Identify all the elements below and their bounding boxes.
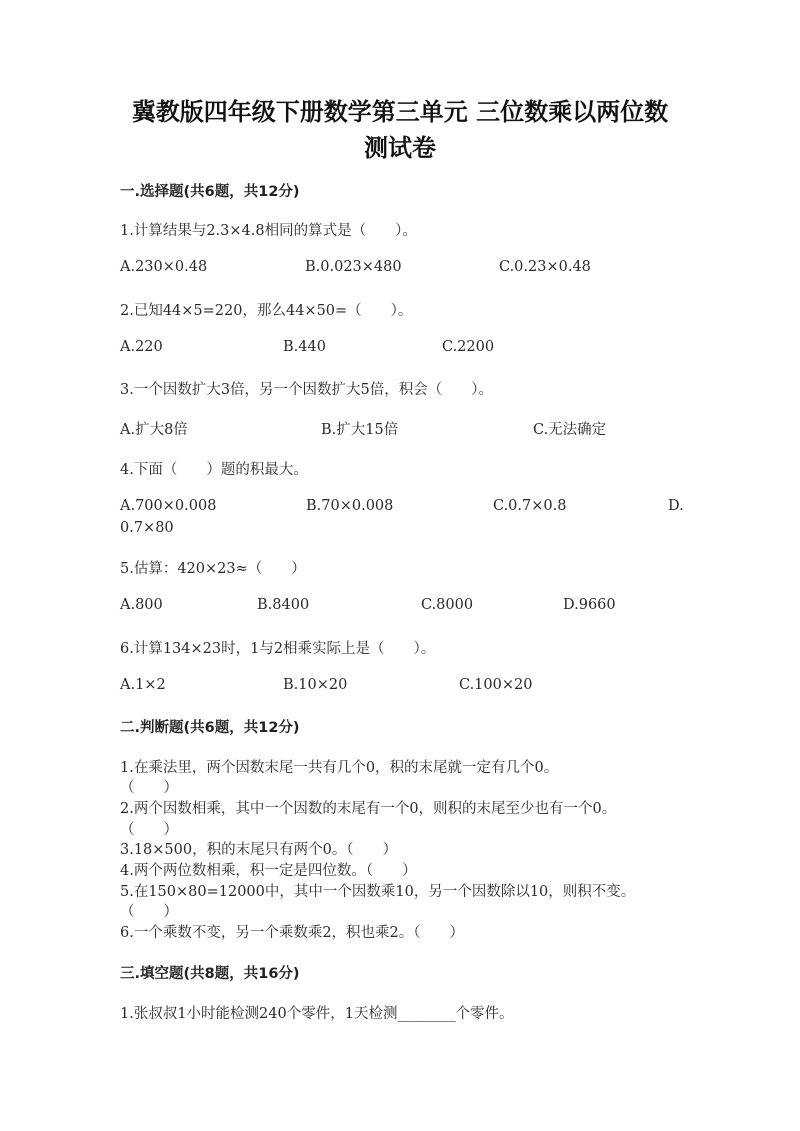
question-4: 4.下面（ ）题的积最大。 (120, 462, 308, 478)
judge-line-5-blank: （ ） (120, 904, 178, 920)
judge-line-1: 1.在乘法里，两个因数末尾一共有几个0，积的末尾就一定有几个0。 (120, 760, 559, 776)
judge-line-2-blank: （ ） (120, 822, 178, 838)
q3-option-c: C.无法确定 (533, 422, 607, 438)
q3-option-a: A.扩大8倍 (120, 422, 188, 438)
q2-option-a: A.220 (120, 339, 163, 355)
fill-line-1: 1.张叔叔1小时能检测240个零件，1天检测________个零件。 (120, 1006, 514, 1022)
judge-line-6: 6.一个乘数不变，另一个乘数乘2，积也乘2。（ ） (120, 925, 465, 941)
q4-option-b: B.70×0.008 (306, 498, 394, 514)
exam-title-line1: 冀教版四年级下册数学第三单元 三位数乘以两位数 (131, 98, 669, 126)
question-5: 5.估算：420×23≈（ ） (120, 561, 306, 577)
q5-option-c: C.8000 (421, 597, 474, 613)
judge-line-4: 4.两个两位数相乘，积一定是四位数。（ ） (120, 863, 417, 879)
q5-option-b: B.8400 (257, 597, 310, 613)
section-heading-fill: 三.填空题(共8题，共16分) (120, 966, 300, 982)
q5-option-d: D.9660 (563, 597, 616, 613)
q1-option-b: B.0.023×480 (305, 259, 402, 275)
q6-option-a: A.1×2 (120, 677, 166, 693)
exam-title-line2: 测试卷 (364, 134, 436, 162)
question-2: 2.已知44×5=220，那么44×50=（ ）。 (120, 303, 413, 319)
question-3: 3.一个因数扩大3倍，另一个因数扩大5倍，积会（ ）。 (120, 382, 494, 398)
judge-line-2: 2.两个因数相乘，其中一个因数的末尾有一个0，则积的末尾至少也有一个0。 (120, 801, 617, 817)
question-1: 1.计算结果与2.3×4.8相同的算式是（ ）。 (120, 223, 417, 239)
q4-option-d-label: D. (668, 498, 684, 514)
judge-line-1-blank: （ ） (120, 780, 178, 796)
question-6: 6.计算134×23时，1与2相乘实际上是（ ）。 (120, 641, 436, 657)
q2-option-c: C.2200 (442, 339, 495, 355)
judge-line-5: 5.在150×80=12000中，其中一个因数乘10，另一个因数除以10，则积不变。 (120, 884, 636, 900)
q1-option-c: C.0.23×0.48 (499, 259, 591, 275)
judge-line-3: 3.18×500，积的末尾只有两个0。（ ） (120, 842, 398, 858)
q6-option-b: B.10×20 (283, 677, 348, 693)
q3-option-b: B.扩大15倍 (321, 422, 399, 438)
q4-option-d-value: 0.7×80 (120, 520, 174, 536)
section-heading-judge: 二.判断题(共6题，共12分) (120, 720, 300, 736)
section-heading-choice: 一.选择题(共6题，共12分) (120, 184, 300, 200)
q2-option-b: B.440 (283, 339, 326, 355)
q5-option-a: A.800 (120, 597, 163, 613)
q6-option-c: C.100×20 (459, 677, 533, 693)
q4-option-c: C.0.7×0.8 (493, 498, 567, 514)
q4-option-a: A.700×0.008 (120, 498, 217, 514)
q1-option-a: A.230×0.48 (120, 259, 208, 275)
